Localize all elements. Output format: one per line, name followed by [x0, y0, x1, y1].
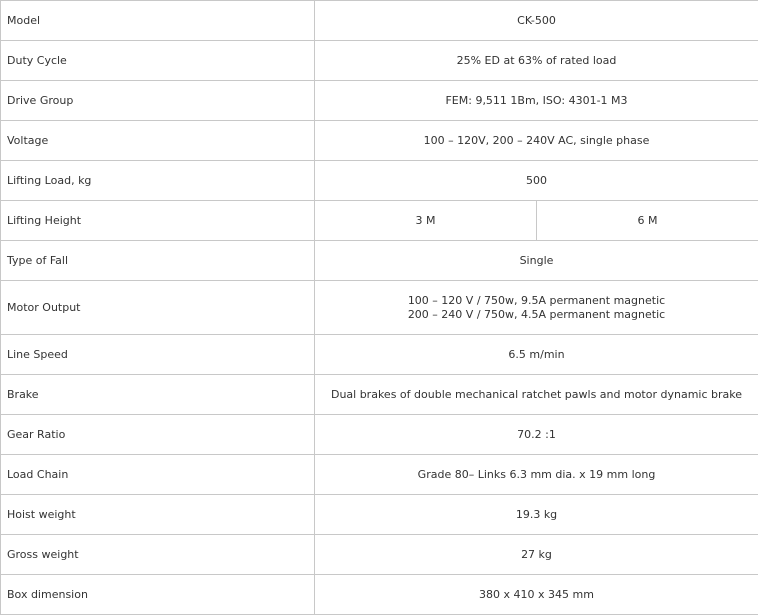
motor-output-line-1: 100 – 120 V / 750w, 9.5A permanent magnetic	[321, 294, 752, 308]
row-label: Lifting Load, kg	[1, 161, 315, 201]
table-row-brake	[1, 375, 758, 415]
table-row-load-chain	[1, 455, 758, 495]
row-value-6m: 6 M	[537, 201, 758, 241]
row-value: Dual brakes of double mechanical ratchet pawls and motor dynamic brake	[315, 375, 758, 415]
table-row-box-dimension	[1, 575, 758, 615]
table-row-line-speed	[1, 335, 758, 375]
row-label: Hoist weight	[1, 495, 315, 535]
row-value: 500	[315, 161, 758, 201]
table-row-voltage	[1, 121, 758, 161]
table-row-duty-cycle	[1, 41, 758, 81]
row-value: Single	[315, 241, 758, 281]
row-label: Gear Ratio	[1, 415, 315, 455]
row-value	[315, 281, 758, 335]
table-row-motor-output	[1, 281, 758, 335]
row-label: Brake	[1, 375, 315, 415]
row-label: Model	[1, 1, 315, 41]
row-value: FEM: 9,511 1Bm, ISO: 4301-1 M3	[315, 81, 758, 121]
table-row-lifting-height	[1, 201, 758, 241]
table-row-lifting-load	[1, 161, 758, 201]
table-row-model	[1, 1, 758, 41]
row-value: 19.3 kg	[315, 495, 758, 535]
row-value: 70.2 :1	[315, 415, 758, 455]
row-label: Motor Output	[1, 281, 315, 335]
table-row-gear-ratio	[1, 415, 758, 455]
row-label: Duty Cycle	[1, 41, 315, 81]
row-value-3m: 3 M	[315, 201, 537, 241]
row-label: Lifting Height	[1, 201, 315, 241]
row-value: 380 x 410 x 345 mm	[315, 575, 758, 615]
table-row-hoist-weight	[1, 495, 758, 535]
row-value: 100 – 120V, 200 – 240V AC, single phase	[315, 121, 758, 161]
row-value: 6.5 m/min	[315, 335, 758, 375]
row-value: 25% ED at 63% of rated load	[315, 41, 758, 81]
row-label: Line Speed	[1, 335, 315, 375]
table-row-drive-group	[1, 81, 758, 121]
table-row-gross-weight	[1, 535, 758, 575]
motor-output-line-2: 200 – 240 V / 750w, 4.5A permanent magnetic	[321, 308, 752, 322]
row-label: Load Chain	[1, 455, 315, 495]
row-label: Box dimension	[1, 575, 315, 615]
row-value: Grade 80– Links 6.3 mm dia. x 19 mm long	[315, 455, 758, 495]
row-value: 27 kg	[315, 535, 758, 575]
row-label: Type of Fall	[1, 241, 315, 281]
table-row-type-of-fall	[1, 241, 758, 281]
row-label: Drive Group	[1, 81, 315, 121]
row-label: Voltage	[1, 121, 315, 161]
row-value: CK-500	[315, 1, 758, 41]
row-label: Gross weight	[1, 535, 315, 575]
